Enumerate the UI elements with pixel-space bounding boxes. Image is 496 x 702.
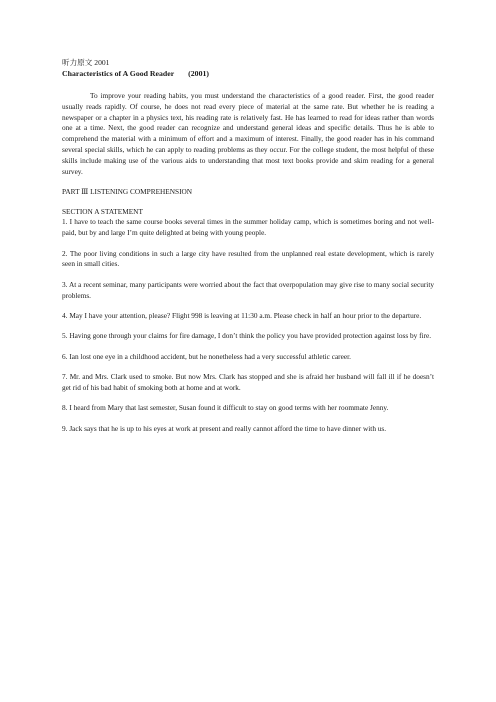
statement-item	[62, 372, 434, 394]
document-label: 听力原文 2001	[62, 58, 110, 67]
statement-text: Having gone through your claims for fire damage, I don’t think the policy you have provided protection against loss by fire.	[69, 331, 432, 341]
statement-item	[62, 352, 434, 363]
document-title	[62, 68, 434, 79]
statement-item	[62, 403, 434, 414]
statement-item	[62, 424, 434, 435]
title-year: (2001)	[188, 69, 209, 78]
statement-text: Ian lost one eye in a childhood accident, but he nonetheless had a very successful athletic career.	[69, 351, 351, 361]
statement-text: Mr. and Mrs. Clark used to smoke. But now Mrs. Clark has stopped and she is afraid her husband will fall ill if he doesn’t get rid of his bad habit of smoking both at home and at work.	[62, 372, 434, 392]
statement-number: 7.	[62, 372, 68, 382]
statement-number: 5.	[62, 331, 68, 341]
statement-text: May I have your attention, please? Flight 998 is leaving at 11:30 a.m. Please check in half an hour prior to the departure.	[69, 310, 422, 320]
statement-number: 1.	[62, 217, 68, 227]
statement-item	[62, 217, 434, 239]
statement-text: I have to teach the same course books several times in the summer holiday camp, which is sometimes boring and not well-paid, but by and large I’m quite delighted at being with young people.	[62, 217, 434, 238]
statement-text: I heard from Mary that last semester, Susan found it difficult to stay on good terms with her roommate Jenny.	[69, 403, 389, 413]
statement-number: 2.	[62, 248, 68, 258]
statement-text: Jack says that he is up to his eyes at work at present and really cannot afford the time to have dinner with us.	[69, 423, 387, 433]
title-text: Characteristics of A Good Reader	[62, 69, 175, 78]
section-heading: SECTION A STATEMENT	[62, 207, 143, 217]
statement-number: 6.	[62, 351, 68, 361]
statement-item	[62, 331, 434, 342]
statement-number: 4.	[62, 310, 68, 320]
statement-number: 8.	[62, 403, 68, 413]
statement-item	[62, 249, 434, 271]
part-heading: PART Ⅲ LISTENING COMPREHENSION	[62, 187, 193, 197]
statement-number: 9.	[62, 423, 68, 433]
statement-item	[62, 280, 434, 302]
intro-paragraph: To improve your reading habits, you must understand the characteristics of a good reader. First, the good reader usually reads rapidly. Of course, he does not read every piece of material at the same rate. But whether he is reading a newspaper or a chapter in a physics text, his reading rate is relatively fast. He has learned to read for ideas rather than words one at a time. Next, the good reader can recognize and understand general ideas and specific details. Thus he is able to comprehend the material with a minimum of effort and a maximum of interest. Finally, the good reader has in his command several special skills, which he can apply to reading problems as they occur. For the college student, the most helpful of these skills include making use of the various aids to understanding that most text books provide and skim reading for a general survey.	[62, 91, 434, 176]
statement-text: At a recent seminar, many participants were worried about the fact that overpopulation may give rise to many social security problems.	[62, 279, 434, 300]
statement-number: 3.	[62, 279, 68, 289]
statement-text: The poor living conditions in such a large city have resulted from the unplanned real estate development, which is rarely seen in small cities.	[62, 248, 434, 269]
statement-item	[62, 311, 434, 322]
statement-list	[62, 217, 434, 434]
